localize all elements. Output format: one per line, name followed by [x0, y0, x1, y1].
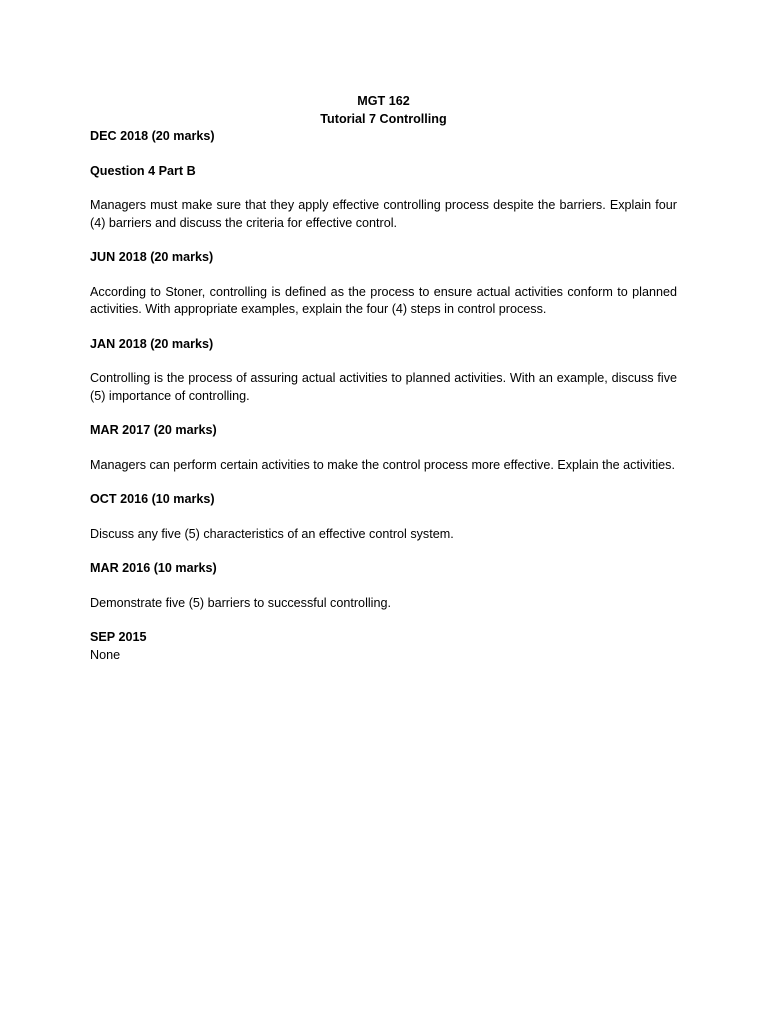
question-dec-2018: Managers must make sure that they apply effective controlling process despite the barriers. Explain four (4) barriers and discuss the criteria for effective control.	[90, 198, 677, 230]
section-heading-dec-2018: DEC 2018 (20 marks)	[90, 129, 215, 143]
section-heading-mar-2016: MAR 2016 (10 marks)	[90, 561, 217, 575]
question-4-part-b-heading: Question 4 Part B	[90, 163, 196, 178]
section-heading-sep-2015: SEP 2015	[90, 630, 147, 644]
question-mar-2017: Managers can perform certain activities to make the control process more effective. Explain the activities.	[90, 457, 675, 472]
question-jun-2018: According to Stoner, controlling is defined as the process to ensure actual activities conform to planned activities. With appropriate examples, explain the four (4) steps in control process.	[90, 284, 677, 316]
section-heading-jun-2018: JUN 2018 (20 marks)	[90, 250, 214, 264]
section-heading-jan-2018: JAN 2018 (20 marks)	[90, 336, 214, 351]
question-oct-2016: Discuss any five (5) characteristics of an effective control system.	[90, 526, 454, 541]
course-code: MGT 162	[357, 94, 410, 108]
tutorial-title: Tutorial 7 Controlling	[320, 111, 447, 126]
section-heading-oct-2016: OCT 2016 (10 marks)	[90, 492, 215, 506]
question-mar-2016: Demonstrate five (5) barriers to successful controlling.	[90, 595, 391, 610]
question-jan-2018: Controlling is the process of assuring actual activities to planned activities. With an example, discuss five (5) importance of controlling.	[90, 371, 677, 403]
section-heading-mar-2017: MAR 2017 (20 marks)	[90, 423, 217, 437]
answer-sep-2015: None	[90, 647, 121, 662]
document-content	[90, 93, 677, 664]
